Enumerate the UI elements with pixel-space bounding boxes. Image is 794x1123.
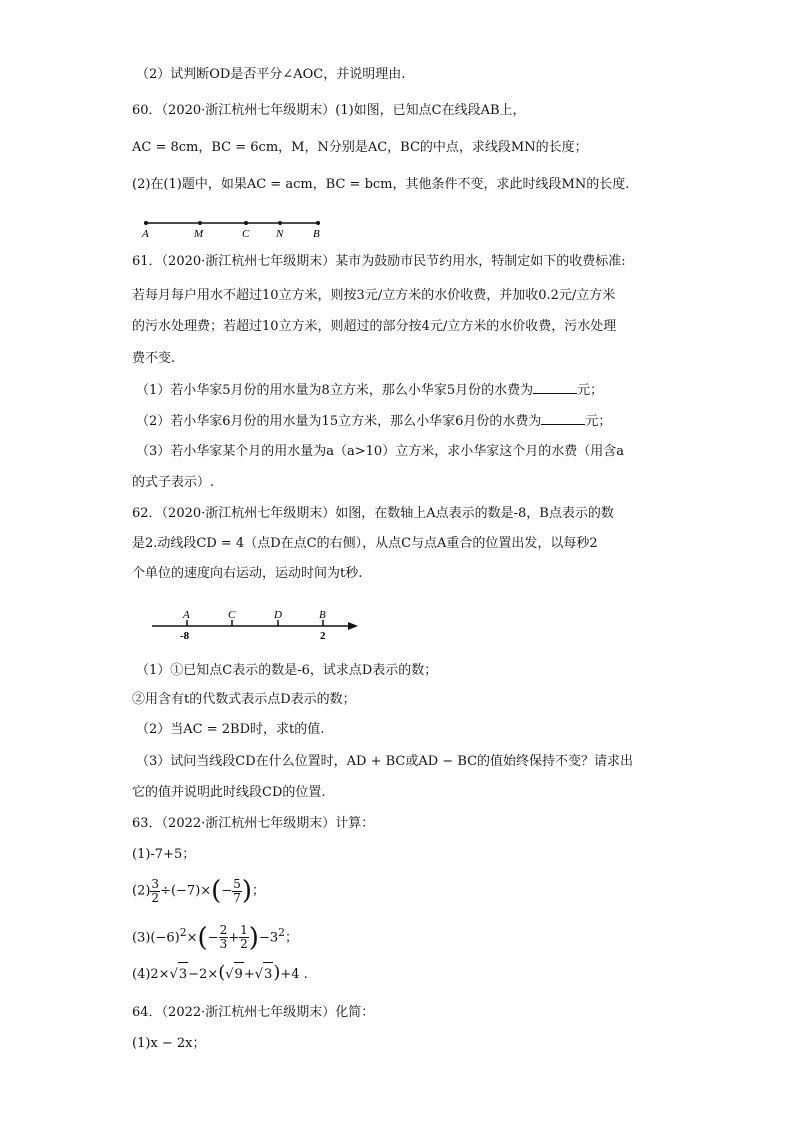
radicand: 3 — [263, 962, 273, 987]
number-line-figure — [150, 608, 365, 644]
q60-part2: (2)在(1)题中，如果AC = acm，BC = bcm，其他条件不变，求此时线段MN的长度. — [132, 177, 630, 192]
q61-line4: 费不变. — [132, 351, 176, 366]
axis-value-b: 2 — [320, 630, 326, 642]
axis-label-a: A — [183, 609, 190, 621]
q62-line3: 个单位的速度向右运动，运动时间为t秒. — [132, 566, 363, 581]
seg-label-b: B — [313, 228, 320, 240]
fraction: $\frac{1}{2}$ — [240, 923, 248, 952]
minus-sign: − — [207, 930, 219, 946]
q62-part3: （3）试问当线段CD在什么位置时，AD + BC或AD − BC的值始终保持不变？请求出 — [136, 754, 634, 769]
q62-part1a: （1）①已知点C表示的数是-6，试求点D表示的数； — [136, 663, 438, 678]
segment-figure — [136, 214, 336, 240]
q61-title: 61．（2020·浙江杭州七年级期末）某市为鼓励市民节约用水，特制定如下的收费标准: — [132, 254, 626, 269]
q61-line3: 的污水处理费；若超过10立方米，则超过的部分按4元/立方米的水价收费，污水处理 — [132, 319, 617, 334]
answer-blank — [533, 381, 577, 394]
q63-title: 63．（2022·浙江杭州七年级期末）计算： — [132, 816, 375, 831]
axis-label-d: D — [274, 609, 282, 621]
exponent: 2 — [179, 926, 187, 939]
q61-part1-text: （1）若小华家5月份的用水量为8立方米，那么小华家5月份的水费为 — [136, 383, 534, 398]
fraction: $\frac{3}{2}$ — [151, 876, 160, 905]
radicand: 3 — [178, 962, 188, 987]
item-number: (4)2× — [132, 967, 170, 982]
minus-sign: − — [221, 883, 233, 899]
q59-part2: （2）试判断OD是否平分∠AOC，并说明理由. — [136, 67, 406, 82]
fraction: $\frac{2}{3}$ — [219, 923, 228, 952]
q64-title: 64．（2022·浙江杭州七年级期末）化简： — [132, 1005, 375, 1020]
axis-label-c: C — [228, 609, 236, 621]
item-number: (2) — [132, 883, 151, 899]
q63-item1: (1)-7+5； — [132, 847, 196, 862]
q63-item2: (2) $\frac{3}{2}$ ÷(−7)×(− $\frac{5}{7}$ )； — [132, 876, 266, 906]
q63-item3: $(3)(-6)^2\times(-$ $\frac{2}{3}$ + $\frac{1}{2}$ )$-3^2$； — [132, 922, 299, 953]
axis-value-a: -8 — [180, 630, 190, 642]
radicand: 9 — [234, 962, 244, 987]
answer-blank — [541, 412, 585, 425]
item-number: (3)(−6) — [132, 930, 180, 946]
q62-line2: 是2.动线段CD = 4（点D在点C的右侧），从点C与点A重合的位置出发，以每秒2 — [132, 536, 598, 551]
q64-item1: (1)x − 2x； — [132, 1036, 206, 1051]
q61-part1-unit: 元； — [577, 383, 604, 398]
seg-label-n: N — [276, 228, 284, 240]
q62-part2: （2）当AC = 2BD时，求t的值. — [136, 722, 325, 737]
fraction: $\frac{5}{7}$ — [233, 876, 241, 905]
q61-part3: （3）若小华家某个月的用水量为a（a>10）立方米，求小华家这个月的水费（用含a — [136, 444, 624, 459]
q62-part3-cont: 它的值并说明此时线段CD的位置. — [132, 785, 326, 800]
seg-label-m: M — [194, 228, 204, 240]
operator: ÷(−7)× — [160, 883, 212, 899]
q61-part2-unit: 元； — [585, 414, 612, 429]
q61-part1 — [136, 381, 603, 400]
seg-label-a: A — [142, 228, 149, 240]
seg-label-c: C — [242, 228, 250, 240]
q62-title: 62．（2020·浙江杭州七年级期末）如图，在数轴上A点表示的数是-8，B点表示的数 — [132, 506, 614, 521]
axis-label-b: B — [319, 609, 326, 621]
q60-title: 60．（2020·浙江杭州七年级期末）(1)如图，已知点C在线段AB上， — [132, 103, 526, 118]
q62-part1b: ②用含有t的代数式表示点D表示的数； — [132, 692, 356, 707]
q61-part3-cont: 的式子表示）. — [132, 475, 215, 490]
exponent: 2 — [278, 926, 285, 939]
q61-part2 — [136, 412, 611, 431]
q63-item4: (4)2×√3−2×(√9+√3)+4 . — [132, 961, 308, 987]
q61-line2: 若每月每户用水不超过10立方米，则按3元/立方米的水价收费，并加收0.2元/立方米 — [132, 288, 616, 303]
q60-given: AC = 8cm，BC = 6cm，M，N分别是AC，BC的中点，求线段MN的长度； — [132, 140, 588, 155]
q61-part2-text: （2）若小华家6月份的用水量为15立方米，那么小华家6月份的水费为 — [136, 414, 542, 429]
